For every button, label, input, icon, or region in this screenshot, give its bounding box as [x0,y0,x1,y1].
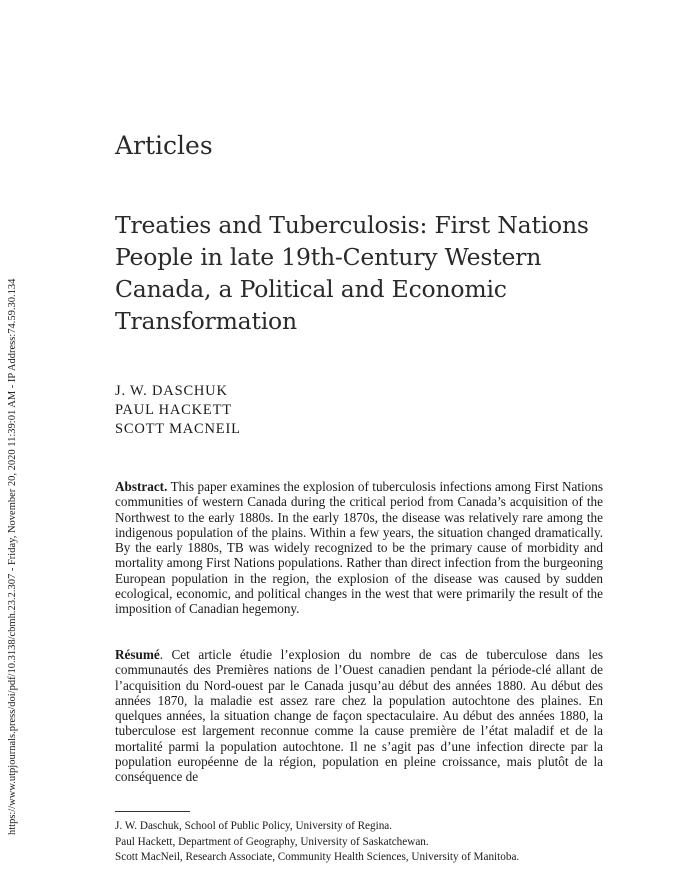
author-name: SCOTT MACNEIL [115,421,241,437]
author-list [115,382,241,439]
resume-text: . Cet article étudie l’explosion du nombre de cas de tuberculose dans les communautés des Premières nations de l’Ouest canadien pendant la période-clé allant de l’acquisition du Nord-ouest par le Canada jusqu’au début des années 1880. Au début des années 1870, la maladie est assez rare chez la population autochtone des plaines. En quelques années, la situation change de façon spectaculaire. Au début des années 1880, la tuberculose est largement reconnue comme la cause première de l’état maladif et de la mortalité parmi la population autochtone. Il ne s’agit pas d’une infection directe par la population européenne de la région, population en pleine croissance, mais plutôt de la conséquence de [115,647,603,785]
resume-label: Résumé [115,647,160,662]
author-name: PAUL HACKETT [115,402,232,418]
footnote: J. W. Daschuk, School of Public Policy, University of Regina. [115,820,393,832]
footnotes [115,819,519,866]
abstract-label: Abstract. [115,479,168,494]
section-heading: Articles [115,131,213,160]
resume-paragraph [115,647,603,785]
download-stamp: https://www.utpjournals.press/doi/pdf/10.3138/cbmh.23.2.307 - Friday, November 20, 2020 11:39:01 AM - IP Address:74.59.30.134 [7,278,18,835]
footnote: Scott MacNeil, Research Associate, Community Health Sciences, University of Manitoba. [115,851,520,863]
article-title: Treaties and Tuberculosis: First Nations People in late 19th-Century Western Canada, a Political and Economic Transformation [115,211,589,335]
footnote-divider [115,811,190,812]
footnote: Paul Hackett, Department of Geography, University of Saskatchewan. [115,835,429,848]
author-name: J. W. DASCHUK [115,383,228,399]
abstract-paragraph [115,479,603,617]
abstract-text: This paper examines the explosion of tuberculosis infections among First Nations communities of western Canada during the critical period from Canada’s acquisition of the Northwest to the early 1880s. In the early 1870s, the disease was relatively rare among the indigenous population of the plains. Within a few years, the situation changed dramatically. By the early 1880s, TB was widely recognized to be the primary cause of morbidity and mortality among First Nations populations. Rather than direct infection from the burgeoning European population in the region, the explosion of the disease was caused by sudden ecological, economic, and political changes in the west that were primarily the result of the imposition of Canadian hegemony. [115,479,603,617]
